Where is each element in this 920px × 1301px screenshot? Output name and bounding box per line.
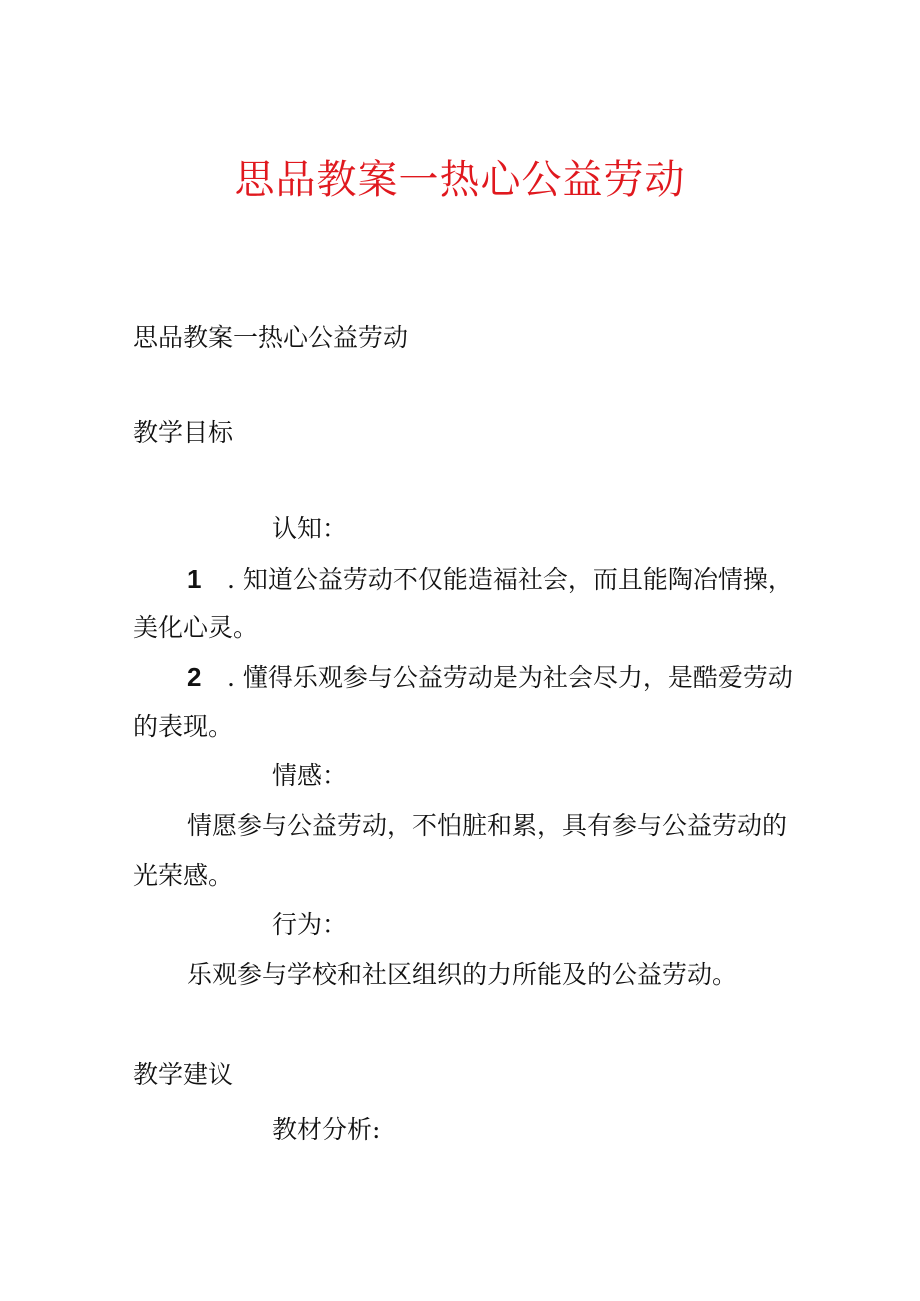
- cognition-item-1: [187, 561, 793, 598]
- behavior-text: 乐观参与学校和社区组织的力所能及的公益劳动。: [187, 960, 738, 989]
- cognition-item-2-text: . 懂得乐观参与公益劳动是为社会尽力，是酷爱劳动: [227, 663, 793, 692]
- emotion-text-continuation: 光荣感。: [133, 861, 234, 890]
- cognition-item-1-text: . 知道公益劳动不仅能造福社会，而且能陶冶情操，: [227, 565, 793, 594]
- emotion-text: 情愿参与公益劳动，不怕脏和累，具有参与公益劳动的: [187, 811, 788, 840]
- emotion-heading: 情感：: [272, 761, 348, 790]
- list-number: 2: [187, 662, 202, 692]
- document-subtitle: 思品教案一热心公益劳动: [133, 323, 409, 352]
- cognition-item-1-continuation: 美化心灵。: [133, 613, 259, 642]
- cognition-item-2: [187, 659, 793, 696]
- behavior-heading: 行为：: [272, 910, 348, 939]
- section-heading-suggestions: 教学建议: [133, 1060, 234, 1089]
- cognition-heading: 认知：: [272, 514, 348, 543]
- list-number: 1: [187, 564, 202, 594]
- section-heading-objectives: 教学目标: [133, 418, 234, 447]
- cognition-item-2-continuation: 的表现。: [133, 712, 234, 741]
- material-analysis-heading: 教材分析:: [272, 1115, 381, 1144]
- document-title: 思品教案一热心公益劳动: [234, 157, 686, 203]
